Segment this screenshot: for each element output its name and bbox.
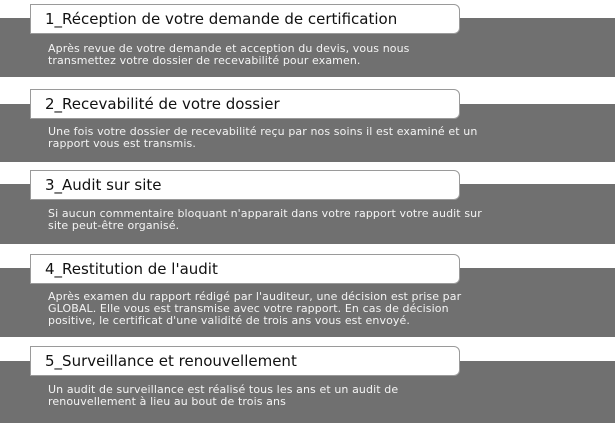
step-5-title: 5_Surveillance et renouvellement [45,352,297,370]
step-3-description: Si aucun commentaire bloquant n'apparait dans votre rapport votre audit sur site peut-être organisé. [48,207,482,232]
step-4-description: Après examen du rapport rédigé par l'auditeur, une décision est prise par GLOBAL. Elle vous est transmise avec votre rapport. En cas de décision positive, le certificat d'une validité de trois ans vous est envoyé. [48,290,462,327]
step-2-title-box [30,89,460,119]
step-2-title: 2_Recevabilité de votre dossier [45,95,280,113]
step-4-title-box [30,254,460,284]
step-5-title-box [30,346,460,376]
step-1-description: Après revue de votre demande et acception du devis, vous nous transmettez votre dossier de recevabilité pour examen. [48,42,410,67]
step-1-title: 1_Réception de votre demande de certification [45,10,398,28]
step-2-description: Une fois votre dossier de recevabilité reçu par nos soins il est examiné et un rapport vous est transmis. [48,125,478,150]
step-5-description: Un audit de surveillance est réalisé tous les ans et un audit de renouvellement à lieu au bout de trois ans [48,383,399,408]
step-4-title: 4_Restitution de l'audit [45,260,218,278]
step-3-title-box [30,170,460,200]
step-1-title-box [30,4,460,34]
step-3-title: 3_Audit sur site [45,176,162,194]
